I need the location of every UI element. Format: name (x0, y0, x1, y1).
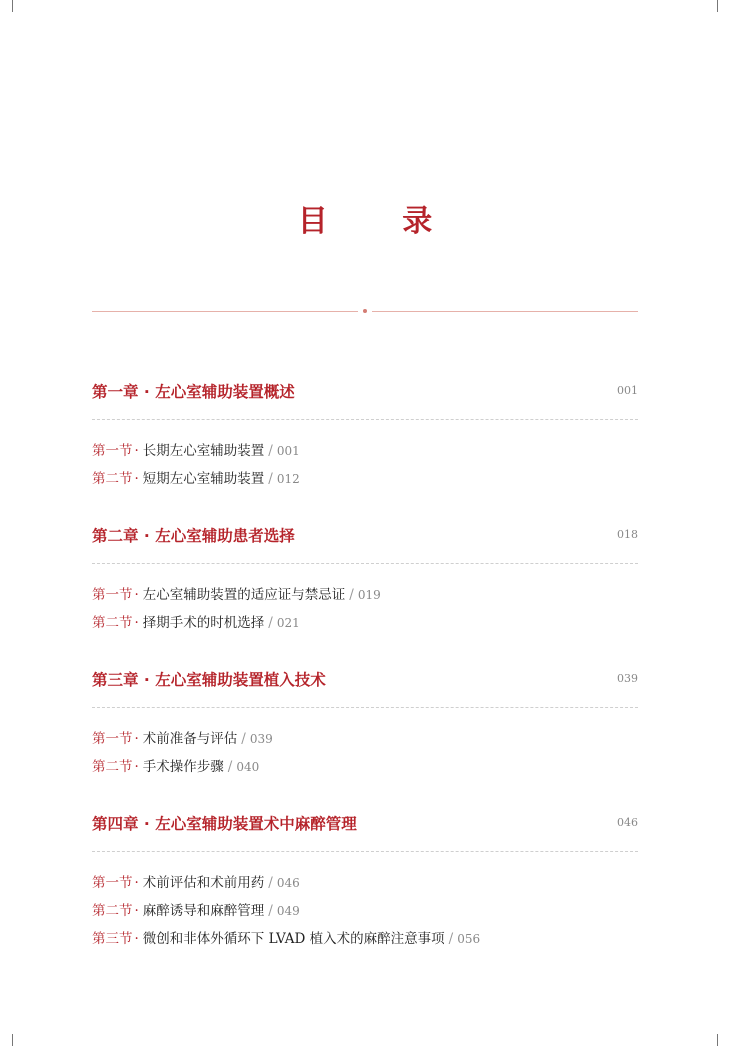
section-bullet: · (134, 587, 139, 603)
chapter-page: 018 (617, 528, 638, 541)
chapter-bullet: · (138, 815, 156, 833)
chapter-heading[interactable] (92, 806, 638, 842)
section-bullet: · (134, 931, 139, 947)
section-item[interactable] (92, 897, 638, 925)
section-item[interactable] (92, 725, 638, 753)
section-page: 049 (276, 904, 300, 918)
table-of-contents (92, 374, 638, 953)
crop-mark-bottom-right (717, 1034, 718, 1046)
section-item[interactable] (92, 925, 638, 953)
chapter-heading[interactable] (92, 662, 638, 698)
section-item[interactable] (92, 437, 638, 465)
chapter-label: 第一章 (92, 383, 139, 401)
section-page: 056 (457, 932, 481, 946)
section-title: 术前评估和术前用药 (142, 875, 265, 891)
section-bullet: · (134, 443, 139, 459)
section-bullet: · (134, 615, 139, 631)
chapter-name: 左心室辅助装置术中麻醉管理 (155, 815, 357, 833)
chapter-3 (92, 662, 638, 781)
section-separator: / (268, 903, 273, 919)
chapter-title (92, 812, 357, 834)
chapter-label: 第二章 (92, 527, 139, 545)
section-title: 手术操作步骤 (142, 759, 224, 775)
chapter-title (92, 668, 326, 690)
section-item[interactable] (92, 753, 638, 781)
crop-mark-top-left (12, 0, 13, 12)
chapter-2 (92, 518, 638, 637)
section-separator: / (448, 931, 454, 947)
chapter-title (92, 380, 295, 402)
section-page: 039 (249, 732, 273, 746)
section-separator: / (268, 471, 273, 487)
section-title: 长期左心室辅助装置 (142, 443, 265, 459)
section-label: 第三节 (92, 931, 133, 947)
chapter-4 (92, 806, 638, 953)
section-label: 第一节 (92, 731, 133, 747)
section-title: 术前准备与评估 (142, 731, 238, 747)
chapter-1 (92, 374, 638, 493)
section-list (92, 420, 638, 493)
section-separator: / (268, 615, 273, 631)
crop-mark-top-right (717, 0, 718, 12)
page-title: 目 录 (297, 204, 465, 239)
section-page: 040 (236, 760, 260, 774)
section-separator: / (268, 443, 273, 459)
section-page: 012 (276, 472, 300, 486)
section-page: 001 (276, 444, 300, 458)
section-bullet: · (134, 875, 139, 891)
section-item[interactable] (92, 581, 638, 609)
chapter-bullet: · (138, 671, 156, 689)
title-divider-dot (363, 309, 367, 313)
chapter-page: 039 (617, 672, 638, 685)
chapter-bullet: · (138, 383, 156, 401)
section-separator: / (227, 759, 233, 775)
section-label: 第二节 (92, 903, 133, 919)
chapter-bullet: · (138, 527, 156, 545)
chapter-label: 第四章 (92, 815, 139, 833)
chapter-heading[interactable] (92, 374, 638, 410)
section-list (92, 708, 638, 781)
section-label: 第一节 (92, 587, 133, 603)
section-separator: / (268, 875, 273, 891)
title-divider-left (92, 311, 358, 312)
title-divider-right (372, 311, 638, 312)
chapter-page: 001 (617, 384, 638, 397)
section-list (92, 852, 638, 953)
chapter-label: 第三章 (92, 671, 139, 689)
section-separator: / (241, 731, 246, 747)
section-label: 第二节 (92, 615, 133, 631)
chapter-page: 046 (617, 816, 638, 829)
section-title: 微创和非体外循环下 LVAD 植入术的麻醉注意事项 (142, 931, 445, 947)
section-title: 麻醉诱导和麻醉管理 (142, 903, 265, 919)
section-title: 短期左心室辅助装置 (142, 471, 265, 487)
section-page: 046 (276, 876, 300, 890)
chapter-title (92, 524, 295, 546)
section-bullet: · (134, 903, 139, 919)
section-label: 第一节 (92, 875, 133, 891)
section-bullet: · (134, 731, 139, 747)
chapter-name: 左心室辅助装置概述 (155, 383, 295, 401)
section-item[interactable] (92, 869, 638, 897)
section-list (92, 564, 638, 637)
section-bullet: · (134, 759, 139, 775)
chapter-name: 左心室辅助患者选择 (155, 527, 295, 545)
section-title: 择期手术的时机选择 (142, 615, 265, 631)
crop-mark-bottom-left (12, 1034, 13, 1046)
section-bullet: · (134, 471, 139, 487)
section-label: 第二节 (92, 471, 133, 487)
section-label: 第一节 (92, 443, 133, 459)
section-page: 019 (357, 588, 381, 602)
section-separator: / (349, 587, 354, 603)
section-item[interactable] (92, 465, 638, 493)
section-title: 左心室辅助装置的适应证与禁忌证 (142, 587, 346, 603)
section-page: 021 (276, 616, 300, 630)
section-label: 第二节 (92, 759, 133, 775)
section-item[interactable] (92, 609, 638, 637)
chapter-heading[interactable] (92, 518, 638, 554)
chapter-name: 左心室辅助装置植入技术 (155, 671, 326, 689)
